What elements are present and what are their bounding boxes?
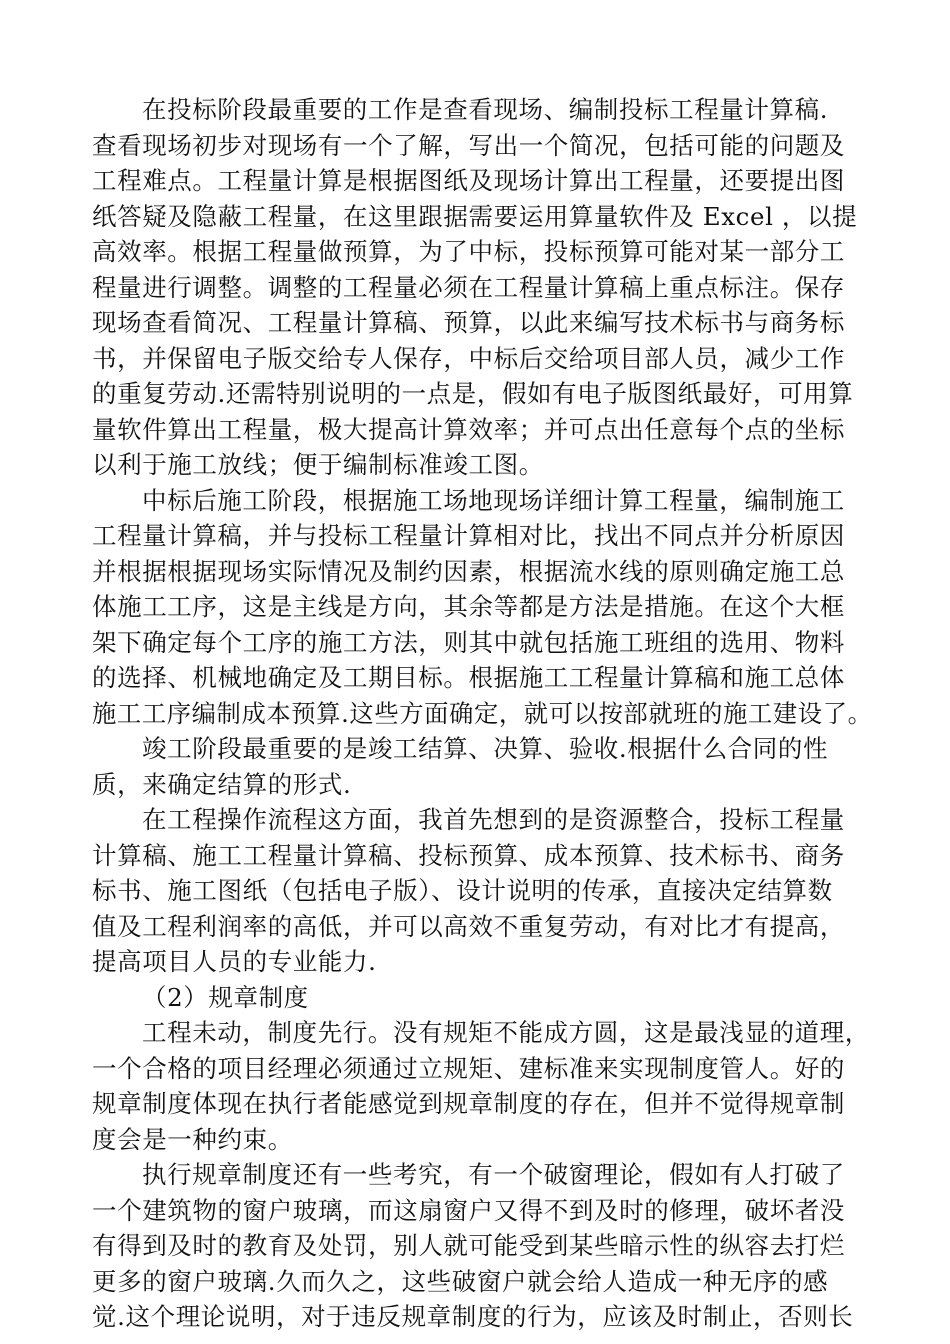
- text-line: 计算稿、施工工程量计算稿、投标预算、成本预算、技术标书、商务: [92, 840, 845, 870]
- text-line: 纸答疑及隐蔽工程量，在这里跟据需要运用算量软件及 Excel ，以提: [92, 201, 858, 231]
- text-line: （2）规章制度: [142, 982, 309, 1012]
- text-line: 一个建筑物的窗户玻璃，而这扇窗户又得不到及时的修理，破坏者没: [92, 1195, 845, 1225]
- text-line: 体施工工序，这是主线是方向，其余等都是方法是措施。在这个大框: [92, 592, 845, 621]
- text-line: 中标后施工阶段，根据施工场地现场详细计算工程量，编制施工: [142, 485, 845, 515]
- text-line: 工程未动，制度先行。没有规矩不能成方圆，这是最浅显的道理，: [142, 1018, 870, 1047]
- text-line: 高效率。根据工程量做预算，为了中标，投标预算可能对某一部分工: [92, 237, 845, 266]
- text-line: 并根据根据现场实际情况及制约因素，根据流水线的原则确定施工总: [92, 556, 845, 586]
- text-line: 一个合格的项目经理必须通过立规矩、建标准来实现制度管人。好的: [92, 1053, 845, 1083]
- text-line: 竣工阶段最重要的是竣工结算、决算、验收.根据什么合同的性: [142, 734, 829, 763]
- text-line: 在投标阶段最重要的工作是查看现场、编制投标工程量计算稿.: [142, 95, 829, 124]
- document-body-text: [92, 92, 872, 1335]
- text-line: 更多的窗户玻璃.久而久之，这些破窗户就会给人造成一种无序的感: [92, 1266, 829, 1296]
- text-line: 工程难点。工程量计算是根据图纸及现场计算出工程量，还要提出图: [92, 166, 845, 195]
- text-line: 量软件算出工程量，极大提高计算效率；并可点出任意每个点的坐标: [92, 414, 845, 444]
- text-line: 质，来确定结算的形式.: [92, 769, 352, 799]
- text-line: 度会是一种约束。: [92, 1124, 293, 1154]
- text-line: 架下确定每个工序的施工方法，则其中就包括施工班组的选用、物料: [92, 627, 845, 657]
- text-line: 以利于施工放线；便于编制标准竣工图。: [92, 450, 544, 479]
- text-line: 在工程操作流程这方面，我首先想到的是资源整合，投标工程量: [142, 805, 845, 834]
- text-line: 标书、施工图纸（包括电子版）、设计说明的传承，直接决定结算数: [92, 876, 833, 905]
- text-line: 查看现场初步对现场有一个了解，写出一个简况，包括可能的问题及: [92, 130, 845, 160]
- text-line: 有得到及时的教育及处罚，别人就可能受到某些暗示性的纵容去打烂: [92, 1231, 845, 1260]
- text-line: 施工工序编制成本预算.这些方面确定，就可以按部就班的施工建设了。: [92, 698, 873, 728]
- text-line: 觉.这个理论说明，对于违反规章制度的行为，应该及时制止，否则长: [92, 1302, 854, 1331]
- text-line: 提高项目人员的专业能力.: [92, 947, 377, 976]
- text-line: 执行规章制度还有一些考究，有一个破窗理论，假如有人打破了: [142, 1160, 845, 1189]
- text-line: 程量进行调整。调整的工程量必须在工程量计算稿上重点标注。保存: [92, 272, 845, 302]
- text-line: 规章制度体现在执行者能感觉到规章制度的存在，但并不觉得规章制: [92, 1089, 845, 1118]
- text-line: 值及工程利润率的高低，并可以高效不重复劳动，有对比才有提高，: [92, 911, 845, 941]
- text-line: 的重复劳动.还需特别说明的一点是，假如有电子版图纸最好，可用算: [92, 379, 854, 408]
- text-line: 书，并保留电子版交给专人保存，中标后交给项目部人员，减少工作: [92, 343, 845, 373]
- text-line: 现场查看简况、工程量计算稿、预算，以此来编写技术标书与商务标: [92, 308, 845, 337]
- text-line: 的选择、机械地确定及工期目标。根据施工工程量计算稿和施工总体: [92, 663, 845, 692]
- text-line: 工程量计算稿，并与投标工程量计算相对比，找出不同点并分析原因: [92, 521, 845, 550]
